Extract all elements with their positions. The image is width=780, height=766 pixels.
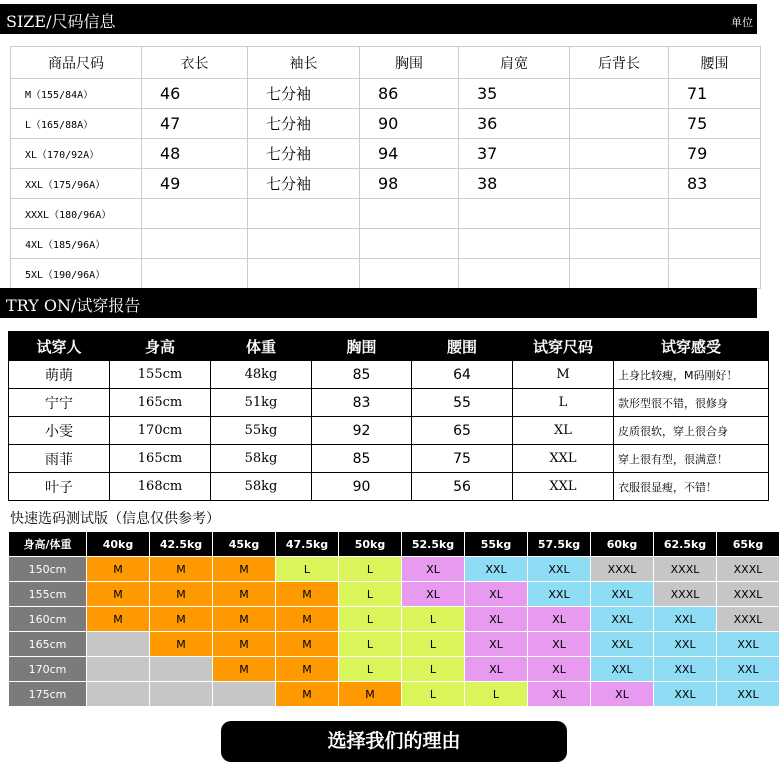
size-table-header-row [11, 47, 761, 79]
size-value-cell [142, 229, 248, 259]
quick-size-cell: L [339, 657, 401, 681]
quick-weight-header: 55kg [465, 532, 527, 556]
quick-size-cell: XXL [654, 682, 716, 706]
size-value-cell: 75 [669, 109, 761, 139]
quick-size-cell: XL [528, 682, 590, 706]
size-table-row [11, 109, 761, 139]
unit-label: 单位 [731, 16, 753, 29]
tryon-header-cell: 试穿人 [9, 332, 110, 361]
size-value-cell: 36 [459, 109, 570, 139]
tryon-cell: 上身比较瘦，M码刚好！ [614, 361, 769, 389]
size-value-cell [570, 199, 669, 229]
quick-size-cell: XXL [465, 557, 527, 581]
quick-chart-row [9, 557, 779, 581]
tryon-cell: L [513, 389, 614, 417]
quick-size-cell: XL [465, 657, 527, 681]
tryon-cell: 165cm [110, 445, 211, 473]
quick-size-cell: XXXL [591, 557, 653, 581]
quick-size-cell: XXXL [717, 607, 779, 631]
tryon-cell: M [513, 361, 614, 389]
tryon-cell: 55kg [211, 417, 312, 445]
quick-size-cell: L [339, 557, 401, 581]
tryon-cell: 92 [312, 417, 412, 445]
quick-size-cell: XXL [591, 632, 653, 656]
size-value-cell: 98 [360, 169, 459, 199]
size-value-cell [142, 199, 248, 229]
size-value-cell [248, 229, 360, 259]
quick-size-cell: XL [465, 607, 527, 631]
size-value-cell [459, 229, 570, 259]
size-value-cell: 71 [669, 79, 761, 109]
quick-size-cell: M [276, 607, 338, 631]
quick-size-cell: XXXL [654, 557, 716, 581]
tryon-cell: 穿上很有型，很满意！ [614, 445, 769, 473]
quick-size-cell: XL [528, 607, 590, 631]
quick-size-cell: M [150, 632, 212, 656]
quick-size-cell: M [213, 657, 275, 681]
quick-size-cell: XXL [717, 657, 779, 681]
size-label-cell: XXL（175/96A） [11, 169, 142, 199]
tryon-table-row [9, 417, 769, 445]
quick-size-cell: M [150, 557, 212, 581]
tryon-cell: 48kg [211, 361, 312, 389]
tryon-header-cell: 体重 [211, 332, 312, 361]
tryon-cell: 款形型很不错，很修身 [614, 389, 769, 417]
size-header-cell: 肩宽 [459, 47, 570, 79]
quick-height-label: 155cm [9, 582, 86, 606]
quick-chart-row [9, 657, 779, 681]
size-value-cell [248, 259, 360, 289]
quick-size-cell: XXL [654, 657, 716, 681]
tryon-cell: 58kg [211, 473, 312, 501]
quick-size-cell: XXXL [717, 582, 779, 606]
tryon-table-row [9, 473, 769, 501]
size-value-cell [459, 259, 570, 289]
tryon-cell: 75 [412, 445, 513, 473]
size-value-cell: 七分袖 [248, 139, 360, 169]
tryon-cell: 168cm [110, 473, 211, 501]
size-value-cell: 49 [142, 169, 248, 199]
tryon-header-cell: 试穿尺码 [513, 332, 614, 361]
quick-size-chart [8, 531, 780, 707]
size-value-cell: 37 [459, 139, 570, 169]
quick-weight-header: 50kg [339, 532, 401, 556]
quick-weight-header: 47.5kg [276, 532, 338, 556]
size-section-header [0, 4, 757, 34]
quick-size-cell: XXL [654, 632, 716, 656]
quick-size-cell: M [276, 632, 338, 656]
size-value-cell [669, 229, 761, 259]
size-value-cell: 79 [669, 139, 761, 169]
quick-size-cell: XXL [528, 557, 590, 581]
size-header-cell: 衣长 [142, 47, 248, 79]
quick-chart-row [9, 582, 779, 606]
tryon-table-header-row [9, 332, 769, 361]
quick-size-cell [150, 682, 212, 706]
tryon-cell: 皮质很软，穿上很合身 [614, 417, 769, 445]
tryon-cell: 165cm [110, 389, 211, 417]
size-value-cell: 47 [142, 109, 248, 139]
tryon-cell: 小雯 [9, 417, 110, 445]
quick-size-cell: L [402, 632, 464, 656]
size-value-cell [570, 79, 669, 109]
quick-size-cell: XXL [654, 607, 716, 631]
size-header-cell: 商品尺码 [11, 47, 142, 79]
tryon-cell: 170cm [110, 417, 211, 445]
tryon-cell: 衣服很显瘦，不错！ [614, 473, 769, 501]
tryon-header-cell: 胸围 [312, 332, 412, 361]
size-value-cell: 48 [142, 139, 248, 169]
size-label-cell: XL（170/92A） [11, 139, 142, 169]
size-value-cell [570, 109, 669, 139]
tryon-table-row [9, 361, 769, 389]
tryon-cell: 叶子 [9, 473, 110, 501]
quick-size-cell: XL [402, 582, 464, 606]
tryon-table [8, 331, 769, 501]
tryon-cell: 雨菲 [9, 445, 110, 473]
quick-size-cell: M [87, 557, 149, 581]
size-value-cell [360, 259, 459, 289]
quick-size-cell [87, 682, 149, 706]
quick-size-cell: L [402, 607, 464, 631]
quick-size-caption: 快速选码测试版（信息仅供参考） [10, 511, 220, 527]
quick-weight-header: 42.5kg [150, 532, 212, 556]
quick-height-label: 170cm [9, 657, 86, 681]
size-header-cell: 袖长 [248, 47, 360, 79]
quick-size-cell: L [339, 582, 401, 606]
quick-size-cell: XXL [591, 607, 653, 631]
quick-corner-label: 身高/体重 [9, 532, 86, 556]
size-value-cell: 七分袖 [248, 79, 360, 109]
size-value-cell [570, 259, 669, 289]
quick-weight-header: 40kg [87, 532, 149, 556]
quick-size-cell: M [213, 582, 275, 606]
quick-chart-row [9, 632, 779, 656]
quick-size-cell: XL [528, 632, 590, 656]
reasons-button[interactable]: 选择我们的理由 [221, 721, 567, 762]
quick-size-cell: M [339, 682, 401, 706]
quick-size-cell: L [402, 657, 464, 681]
tryon-cell: 宁宁 [9, 389, 110, 417]
size-value-cell: 七分袖 [248, 169, 360, 199]
quick-weight-header: 62.5kg [654, 532, 716, 556]
quick-weight-header: 57.5kg [528, 532, 590, 556]
size-value-cell: 七分袖 [248, 109, 360, 139]
quick-size-cell [87, 657, 149, 681]
quick-size-cell [87, 632, 149, 656]
quick-size-cell: M [213, 557, 275, 581]
quick-size-cell: L [339, 632, 401, 656]
size-header-cell: 腰围 [669, 47, 761, 79]
size-value-cell: 90 [360, 109, 459, 139]
size-value-cell [669, 199, 761, 229]
tryon-cell: 51kg [211, 389, 312, 417]
size-value-cell [570, 229, 669, 259]
size-value-cell [570, 139, 669, 169]
quick-size-cell: XL [465, 582, 527, 606]
quick-size-cell [150, 657, 212, 681]
quick-size-cell: XXL [591, 657, 653, 681]
tryon-cell: 155cm [110, 361, 211, 389]
quick-size-cell: M [87, 582, 149, 606]
size-value-cell [360, 199, 459, 229]
size-label-cell: 5XL（190/96A） [11, 259, 142, 289]
tryon-header-cell: 身高 [110, 332, 211, 361]
tryon-cell: XXL [513, 473, 614, 501]
size-value-cell [669, 259, 761, 289]
quick-size-cell: XXL [717, 682, 779, 706]
quick-weight-header: 65kg [717, 532, 779, 556]
size-table-row [11, 169, 761, 199]
size-label-cell: XXXL（180/96A） [11, 199, 142, 229]
tryon-table-row [9, 445, 769, 473]
size-table-row [11, 79, 761, 109]
quick-weight-header: 60kg [591, 532, 653, 556]
size-table-row [11, 139, 761, 169]
quick-size-cell: M [213, 607, 275, 631]
size-value-cell [248, 199, 360, 229]
size-label-cell: M（155/84A） [11, 79, 142, 109]
size-table-row [11, 259, 761, 289]
quick-size-cell: M [213, 632, 275, 656]
quick-size-cell: L [276, 557, 338, 581]
quick-size-cell: XL [465, 632, 527, 656]
tryon-section-header [0, 288, 757, 318]
size-value-cell: 35 [459, 79, 570, 109]
tryon-cell: 85 [312, 361, 412, 389]
tryon-cell: XXL [513, 445, 614, 473]
size-table-row [11, 229, 761, 259]
tryon-table-row [9, 389, 769, 417]
quick-size-cell: M [276, 582, 338, 606]
quick-size-cell: L [465, 682, 527, 706]
tryon-cell: 58kg [211, 445, 312, 473]
size-header-cell: 胸围 [360, 47, 459, 79]
tryon-cell: 65 [412, 417, 513, 445]
quick-size-cell: XXL [528, 582, 590, 606]
size-value-cell: 86 [360, 79, 459, 109]
quick-size-cell: L [339, 607, 401, 631]
tryon-cell: 萌萌 [9, 361, 110, 389]
quick-chart-header-row [9, 532, 779, 556]
size-value-cell [459, 199, 570, 229]
quick-size-cell: L [402, 682, 464, 706]
quick-height-label: 150cm [9, 557, 86, 581]
quick-size-cell: M [87, 607, 149, 631]
size-value-cell: 38 [459, 169, 570, 199]
size-value-cell: 46 [142, 79, 248, 109]
size-value-cell: 83 [669, 169, 761, 199]
quick-weight-header: 45kg [213, 532, 275, 556]
quick-chart-row [9, 607, 779, 631]
quick-size-cell: M [150, 607, 212, 631]
quick-chart-row [9, 682, 779, 706]
tryon-header-cell: 试穿感受 [614, 332, 769, 361]
tryon-cell: XL [513, 417, 614, 445]
quick-height-label: 165cm [9, 632, 86, 656]
quick-size-cell: M [276, 682, 338, 706]
quick-size-cell: XL [402, 557, 464, 581]
quick-weight-header: 52.5kg [402, 532, 464, 556]
size-value-cell [360, 229, 459, 259]
size-value-cell [570, 169, 669, 199]
size-header-cell: 后背长 [570, 47, 669, 79]
quick-size-cell: XL [591, 682, 653, 706]
size-value-cell: 94 [360, 139, 459, 169]
tryon-cell: 83 [312, 389, 412, 417]
tryon-cell: 56 [412, 473, 513, 501]
quick-size-cell: M [276, 657, 338, 681]
quick-size-cell: XXXL [654, 582, 716, 606]
tryon-cell: 90 [312, 473, 412, 501]
tryon-cell: 64 [412, 361, 513, 389]
size-value-cell [142, 259, 248, 289]
tryon-cell: 85 [312, 445, 412, 473]
quick-size-cell: XXL [591, 582, 653, 606]
tryon-cell: 55 [412, 389, 513, 417]
size-section-title: SIZE/尺码信息 [6, 12, 116, 31]
tryon-header-cell: 腰围 [412, 332, 513, 361]
quick-size-cell: M [150, 582, 212, 606]
tryon-section-title: TRY ON/试穿报告 [6, 296, 141, 315]
quick-height-label: 175cm [9, 682, 86, 706]
size-label-cell: 4XL（185/96A） [11, 229, 142, 259]
size-table-row [11, 199, 761, 229]
size-table [10, 46, 761, 289]
quick-size-cell: XXL [717, 632, 779, 656]
quick-height-label: 160cm [9, 607, 86, 631]
quick-size-cell [213, 682, 275, 706]
quick-size-cell: XXXL [717, 557, 779, 581]
quick-size-cell: XL [528, 657, 590, 681]
size-label-cell: L（165/88A） [11, 109, 142, 139]
